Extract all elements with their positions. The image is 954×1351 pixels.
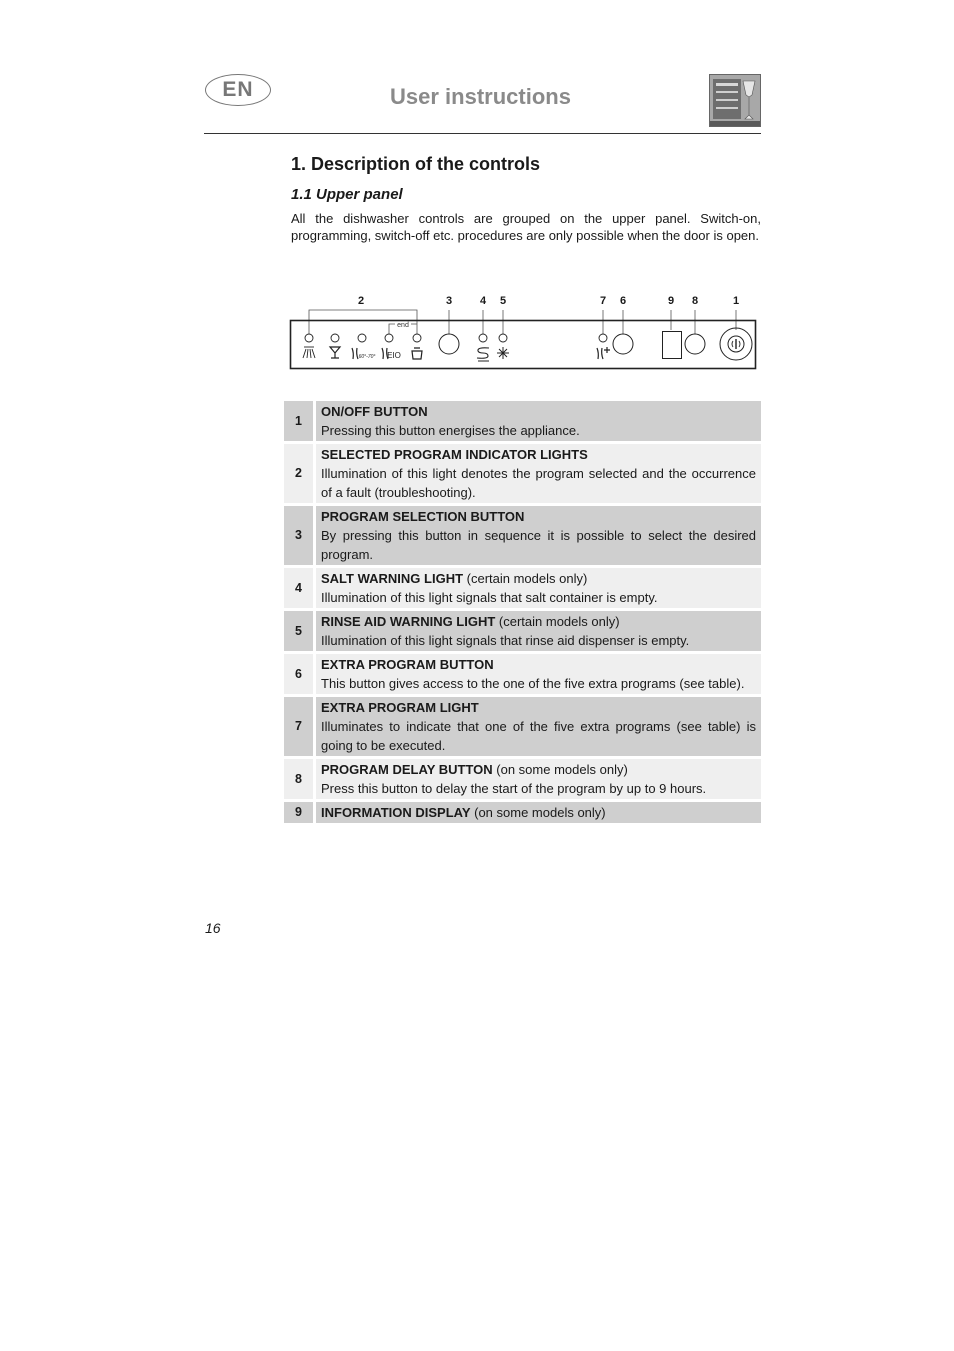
- row-number: 6: [284, 654, 316, 694]
- on-off-button: [720, 328, 752, 360]
- table-row: [284, 759, 761, 799]
- eco-symbol-icon: [382, 348, 401, 360]
- control-note: (on some models only): [492, 762, 628, 777]
- rinse-aid-light: [499, 334, 507, 342]
- svg-text:EIO: EIO: [387, 351, 401, 360]
- control-text: Illuminates to indicate that one of the five extra programs (see table) is going to be executed.: [321, 719, 756, 753]
- program-delay-button: [685, 334, 705, 354]
- rinse-aid-symbol-icon: [497, 347, 509, 359]
- callout-6: 6: [619, 295, 627, 307]
- leader-lines: [309, 310, 736, 334]
- table-row: [284, 568, 761, 608]
- control-label: EXTRA PROGRAM BUTTON: [321, 657, 494, 672]
- callout-4: 4: [479, 295, 487, 307]
- row-number: 3: [284, 506, 316, 565]
- dishwasher-photo-icon: [709, 74, 761, 127]
- pot-symbol-icon: [412, 348, 422, 359]
- control-label: ON/OFF BUTTON: [321, 404, 428, 419]
- intro-paragraph: All the dishwasher controls are grouped on the upper panel. Switch-on, programming, switch-off etc. procedures are only possible when the door is open.: [291, 211, 761, 243]
- end-label: end: [397, 322, 409, 329]
- row-number: 5: [284, 611, 316, 651]
- controls-table: [284, 398, 761, 826]
- page-number: 16: [205, 920, 221, 936]
- control-text: Pressing this button energises the appliance.: [321, 423, 580, 438]
- shower-symbol-icon: [303, 347, 315, 358]
- control-text: Illumination of this light denotes the program selected and the occurrence of a fault (troubleshooting).: [321, 466, 756, 500]
- control-label: EXTRA PROGRAM LIGHT: [321, 700, 479, 715]
- callout-8: 8: [691, 295, 699, 307]
- row-description: [316, 802, 761, 823]
- page-header-title: User instructions: [390, 84, 571, 109]
- control-text: Illumination of this light signals that rinse aid dispenser is empty.: [321, 633, 690, 648]
- callout-2: 2: [357, 295, 365, 307]
- control-label: PROGRAM SELECTION BUTTON: [321, 509, 525, 524]
- control-note: (certain models only): [495, 614, 620, 629]
- upper-panel-diagram: [285, 290, 760, 375]
- extra-program-button: [613, 334, 633, 354]
- row-description: [316, 611, 761, 651]
- control-note: (on some models only): [470, 805, 606, 820]
- table-row: [284, 697, 761, 756]
- extra-program-symbol-icon: [597, 347, 610, 359]
- svg-text:60°-70°: 60°-70°: [358, 354, 376, 360]
- table-row: [284, 401, 761, 441]
- callout-9: 9: [667, 295, 675, 307]
- control-text: Press this button to delay the start of the program by up to 9 hours.: [321, 781, 707, 796]
- row-description: [316, 654, 761, 694]
- panel-frame: [291, 321, 756, 369]
- information-display: [663, 332, 682, 359]
- control-note: (certain models only): [463, 571, 588, 586]
- program-light-4: [385, 334, 393, 342]
- subsection-title: 1.1 Upper panel: [291, 186, 403, 203]
- control-text: By pressing this button in sequence it is possible to select the desired program.: [321, 528, 756, 562]
- row-description: [316, 506, 761, 565]
- row-number: 2: [284, 444, 316, 503]
- row-number: 4: [284, 568, 316, 608]
- program-light-3: [358, 334, 366, 342]
- row-description: [316, 568, 761, 608]
- control-text: This button gives access to the one of the five extra programs (see table).: [321, 676, 745, 691]
- row-number: 1: [284, 401, 316, 441]
- salt-symbol-icon: [477, 348, 489, 361]
- callout-1: 1: [732, 295, 740, 307]
- program-selection-button: [439, 334, 459, 354]
- callout-5: 5: [499, 295, 507, 307]
- callout-3: 3: [445, 295, 453, 307]
- section-title: 1. Description of the controls: [291, 154, 541, 174]
- row-description: [316, 401, 761, 441]
- row-number: 9: [284, 802, 316, 823]
- row-number: 8: [284, 759, 316, 799]
- control-label: SELECTED PROGRAM INDICATOR LIGHTS: [321, 447, 588, 462]
- program-light-1: [305, 334, 313, 342]
- control-label: PROGRAM DELAY BUTTON: [321, 762, 493, 777]
- extra-program-light: [599, 334, 607, 342]
- program-light-5: [413, 334, 421, 342]
- row-number: 7: [284, 697, 316, 756]
- table-row: [284, 444, 761, 503]
- table-row: [284, 654, 761, 694]
- row-description: [316, 444, 761, 503]
- intensive-symbol-icon: [352, 348, 375, 360]
- program-light-2: [331, 334, 339, 342]
- salt-light: [479, 334, 487, 342]
- control-text: Illumination of this light signals that salt container is empty.: [321, 590, 658, 605]
- table-row: [284, 802, 761, 823]
- callout-7: 7: [599, 295, 607, 307]
- language-badge: EN: [205, 74, 271, 106]
- header-divider: [204, 133, 761, 134]
- table-row: [284, 506, 761, 565]
- control-label: RINSE AID WARNING LIGHT: [321, 614, 496, 629]
- control-label: INFORMATION DISPLAY: [321, 805, 471, 820]
- glass-symbol-icon: [330, 347, 340, 358]
- row-description: [316, 759, 761, 799]
- row-description: [316, 697, 761, 756]
- control-label: SALT WARNING LIGHT: [321, 571, 464, 586]
- table-row: [284, 611, 761, 651]
